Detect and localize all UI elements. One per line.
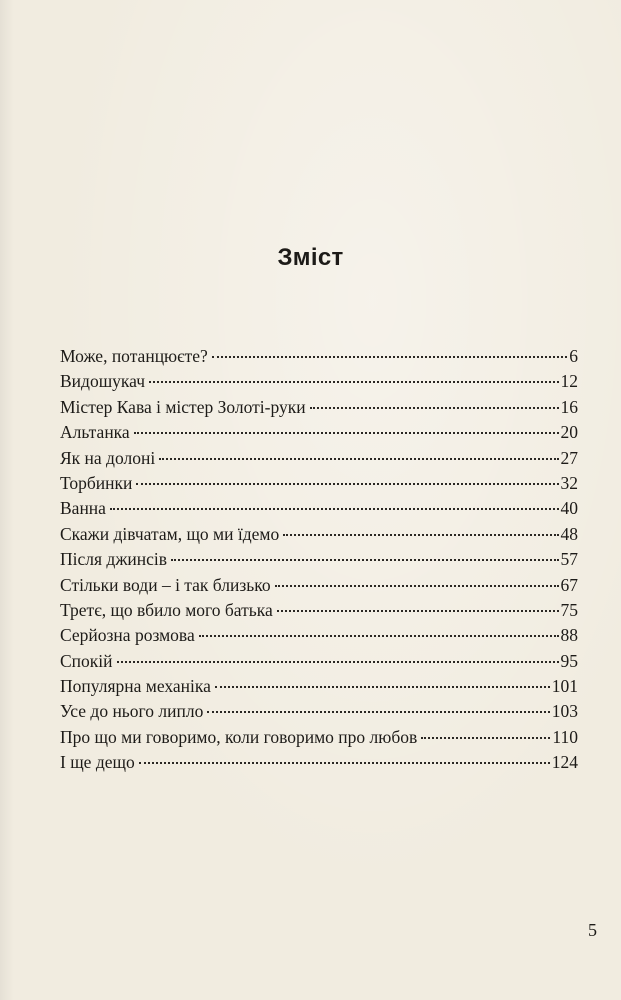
toc-entry-page: 6 xyxy=(569,346,578,366)
dot-leader xyxy=(207,711,549,713)
toc-entry-page: 95 xyxy=(560,650,578,671)
toc-entry xyxy=(60,623,578,648)
toc-entry-page: 20 xyxy=(560,422,578,443)
dot-leader xyxy=(159,458,558,460)
toc-entry xyxy=(60,395,578,420)
toc-entry xyxy=(60,674,578,699)
dot-leader xyxy=(215,686,550,688)
dot-leader xyxy=(421,737,550,739)
toc-entry-page: 75 xyxy=(560,599,578,620)
toc-entry xyxy=(60,547,578,572)
toc-title: Зміст xyxy=(277,244,344,271)
toc-entry xyxy=(60,344,578,369)
toc-entry xyxy=(60,649,578,674)
toc-entry xyxy=(60,699,578,724)
toc-entry-title: Містер Кава і містер Золоті-руки xyxy=(60,396,306,417)
toc-entry xyxy=(60,471,578,496)
dot-leader xyxy=(136,483,558,485)
dot-leader xyxy=(171,559,558,561)
dot-leader xyxy=(277,610,559,612)
toc-entry-title: Скажи дівчатам, що ми їдемо xyxy=(60,523,280,544)
toc-entry xyxy=(60,598,578,623)
toc-entry-page: 88 xyxy=(560,625,578,646)
toc-entry-page: 40 xyxy=(560,498,578,519)
toc-entry-title: Видошукач xyxy=(60,371,146,392)
dot-leader xyxy=(117,661,559,663)
toc-entry-page: 16 xyxy=(560,396,578,417)
toc-entry xyxy=(60,420,578,445)
toc-entry xyxy=(60,725,578,750)
dot-leader xyxy=(310,407,559,409)
toc-entry-page: 12 xyxy=(560,371,578,392)
dot-leader xyxy=(110,508,559,510)
toc-entry-page: 48 xyxy=(560,523,578,544)
toc-entry-title: Як на долоні xyxy=(60,447,156,468)
toc-entry xyxy=(60,446,578,471)
dot-leader xyxy=(275,585,559,587)
toc-entry-title: Популярна механіка xyxy=(60,676,211,697)
toc-entry-title: Серйозна розмова xyxy=(60,625,195,646)
toc-entry xyxy=(60,750,578,775)
toc-entry-title: Спокій xyxy=(60,650,113,671)
toc-entry-title: Третє, що вбило мого батька xyxy=(60,599,273,620)
toc-entry xyxy=(60,573,578,598)
dot-leader xyxy=(199,635,559,637)
dot-leader xyxy=(134,432,559,434)
toc-entry-title: Стільки води – і так близько xyxy=(60,574,271,595)
toc-entry-page: 110 xyxy=(552,726,578,747)
toc-entry-title: Ванна xyxy=(60,498,106,519)
page-number: 5 xyxy=(588,920,597,940)
toc-entry-title: Альтанка xyxy=(60,422,130,443)
toc-entry-title: Про що ми говоримо, коли говоримо про любов xyxy=(60,726,418,747)
toc-entry-title: І ще дещо xyxy=(60,752,135,773)
dot-leader xyxy=(283,534,558,536)
toc-entry-title: Торбинки xyxy=(60,472,133,493)
toc-entry-page: 67 xyxy=(560,574,578,595)
toc-entry xyxy=(60,369,578,394)
toc-entry-title: Усе до нього липло xyxy=(60,701,204,722)
toc-entry xyxy=(60,522,578,547)
dot-leader xyxy=(139,762,550,764)
toc-entry xyxy=(60,496,578,521)
toc-entry-title: Після джинсів xyxy=(60,549,168,570)
dot-leader xyxy=(212,356,567,358)
toc-entry-page: 57 xyxy=(560,549,578,570)
toc-entry-page: 103 xyxy=(551,701,578,722)
toc-entry-page: 124 xyxy=(551,752,578,773)
toc-entry-page: 101 xyxy=(551,676,578,697)
toc-entry-page: 32 xyxy=(560,472,578,493)
toc-list xyxy=(60,344,578,776)
toc-entry-title: Може, потанцюєте? xyxy=(60,346,208,366)
dot-leader xyxy=(149,381,558,383)
toc-entry-page: 27 xyxy=(560,447,578,468)
